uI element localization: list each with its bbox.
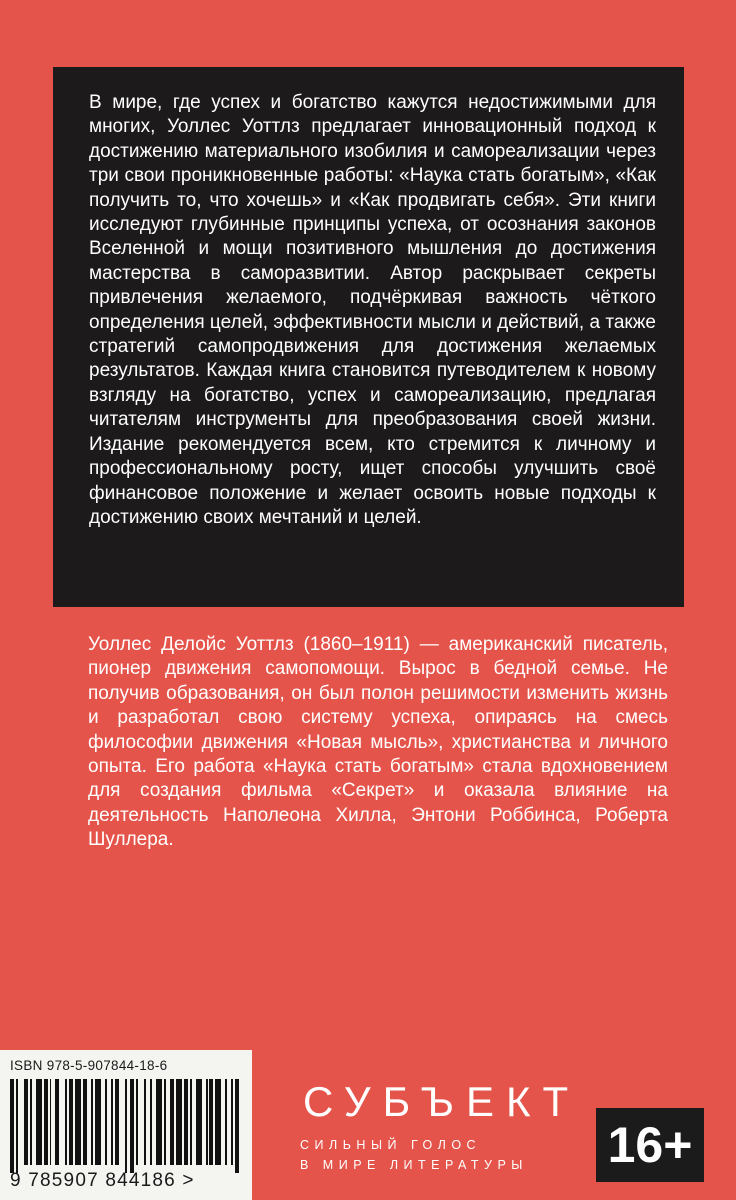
barcode-bar [65,1079,67,1165]
barcode-bars [10,1079,246,1171]
barcode-bar [115,1079,119,1165]
barcode-bar [105,1079,107,1165]
barcode-bar [30,1079,32,1165]
author-bio: Уоллес Делойс Уоттлз (1860–1911) — американский писатель, пионер движения самопомощи. Вырос в бедной семье. Не получив образования, он был полон решимости изменить жизнь и разработал свою систему успеха, опираясь на смесь философии движения «Новая мысль», христианства и личного опыта. Его работа «Наука стать богатым» стала вдохновением для создания фильма «Секрет» и оказала влияние на деятельность Наполеона Хилла, Энтони Роббинса, Роберта Шуллера. [88,634,668,851]
barcode-bar [16,1079,18,1173]
barcode-bar [50,1079,52,1165]
barcode-bar [231,1079,233,1165]
barcode-bar [196,1079,202,1165]
barcode-bar [239,1079,245,1080]
age-rating-badge: 16+ [596,1108,704,1182]
isbn-label: ISBN 978-5-907844-18-6 [10,1058,168,1073]
barcode-bar [75,1079,81,1165]
barcode-bar [130,1079,134,1173]
barcode-bar [235,1079,239,1173]
barcode-bar [225,1079,227,1165]
barcode-bar [136,1079,138,1165]
barcode-bar [125,1079,127,1173]
barcode-bar [144,1079,146,1165]
publisher-logo [303,1078,580,1126]
barcode-bar [170,1079,174,1165]
barcode-bar [95,1079,101,1165]
annotation-box [53,67,684,607]
barcode-bar [24,1079,28,1165]
barcode-bar [184,1079,188,1165]
barcode-bar [190,1079,192,1165]
barcode-bar [36,1079,42,1165]
barcode-bar [215,1079,221,1165]
barcode-bar [111,1079,113,1165]
barcode-bar [209,1079,213,1165]
barcode-bar [69,1079,73,1165]
barcode-bar [55,1079,59,1165]
barcode-bar [10,1079,14,1173]
barcode-bar [206,1079,208,1165]
barcode-bar [83,1079,87,1165]
barcode-bar [91,1079,93,1165]
barcode-bar [176,1079,182,1165]
publisher-logo-text: СУБЪЕКТ [303,1078,581,1125]
barcode-bar [44,1079,48,1165]
barcode-digits: 9 785907 844186 > [10,1170,195,1191]
publisher-slogan-line1: СИЛЬНЫЙ ГОЛОС [300,1138,482,1152]
annotation-text: В мире, где успех и богатство кажутся недостижимыми для многих, Уоллес Уоттлз предлагает инновационный подход к достижению материального изобилия и самореализации через три свои проникновенные работы: «Наука стать богатым», «Как получить то, что хочешь» и «Как продвигать себя». Эти книги исследуют глубинные принципы успеха, от осознания законов Вселенной и мощи позитивного мышления до достижения мастерства в саморазвитии. Автор раскрывает секреты привлечения желаемого, подчёркивая важность чёткого определения целей, эффективности мысли и действий, а также стратегий самопродвижения для достижения желаемых результатов. Каждая книга становится путеводителем к новому взгляду на богатство, успех и самореализацию, предлагая читателям инструменты для преобразования своей жизни. Издание рекомендуется всем, кто стремится к личному и профессиональному росту, ищет способы улучшить своё финансовое положение и желает освоить новые подходы к достижению своих мечтаний и целей. [89,92,656,528]
barcode-bar [164,1079,166,1165]
barcode-bar [150,1079,152,1165]
barcode-bar [156,1079,162,1165]
publisher-slogan-line2: В МИРЕ ЛИТЕРАТУРЫ [300,1158,528,1172]
